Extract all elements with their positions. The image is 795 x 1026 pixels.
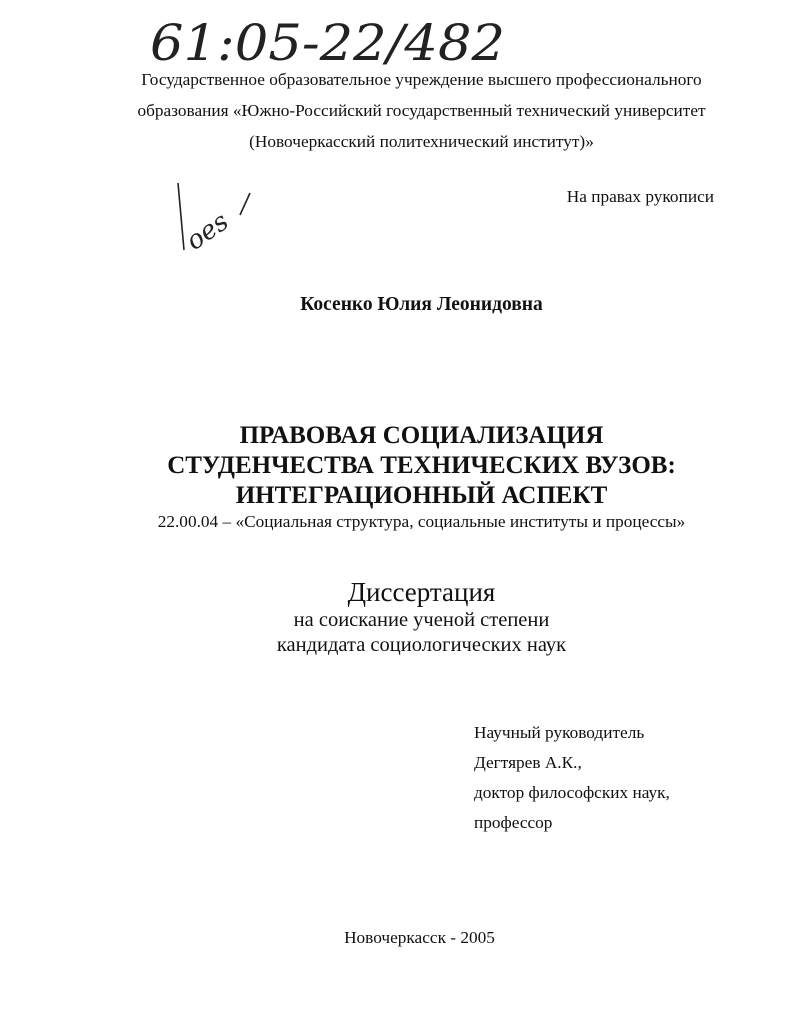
svg-text:oes: oes — [180, 206, 235, 257]
degree-line-1: на соискание ученой степени — [293, 609, 550, 631]
supervisor-degree: доктор философских наук, — [474, 783, 670, 802]
institution-line-3: (Новочеркасский политехнический институт)» — [249, 132, 594, 151]
title-line-2: СТУДЕНЧЕСТВА ТЕХНИЧЕСКИХ ВУЗОВ: — [167, 452, 676, 479]
institution-line-2: образования «Южно-Российский государственный технический университет — [137, 101, 706, 120]
author-name: Косенко Юлия Леонидовна — [300, 294, 543, 315]
degree-line-2: кандидата социологических наук — [276, 634, 567, 656]
institution-line-1: Государственное образовательное учреждение высшего профессионального — [141, 70, 702, 89]
manuscript-note: На правах рукописи — [566, 187, 714, 206]
supervisor-label: Научный руководитель — [474, 723, 645, 742]
supervisor-name: Дегтярев А.К., — [474, 753, 582, 772]
supervisor-title: профессор — [474, 813, 553, 832]
title-line-1: ПРАВОВАЯ СОЦИАЛИЗАЦИЯ — [239, 422, 604, 449]
title-line-3: ИНТЕГРАЦИОННЫЙ АСПЕКТ — [235, 482, 608, 509]
handwritten-signature — [170, 175, 270, 260]
work-type: Диссертация — [347, 577, 496, 607]
catalog-number-text: 61:05-22/482 — [150, 14, 505, 72]
specialty-code: 22.00.04 – «Социальная структура, социальные институты и процессы» — [157, 512, 686, 531]
city-year: Новочеркасск - 2005 — [344, 928, 495, 947]
handwritten-catalog-number — [140, 0, 520, 80]
